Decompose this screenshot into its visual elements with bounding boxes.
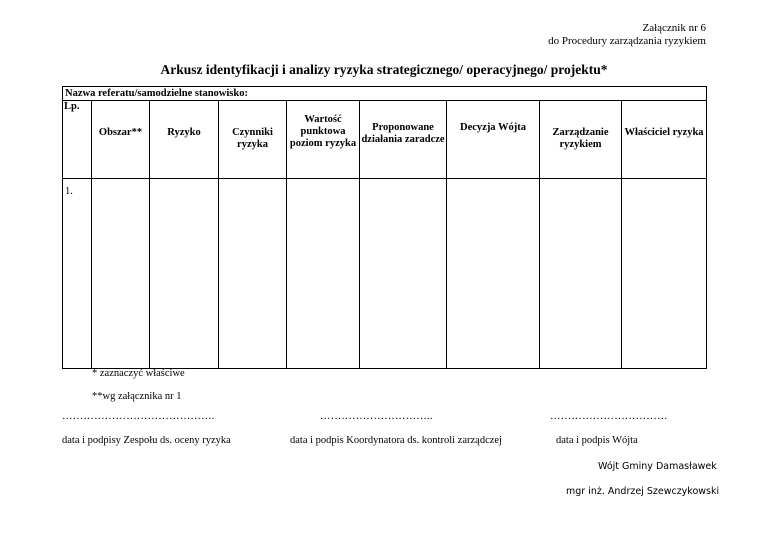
page-title: Arkusz identyfikacji i analizy ryzyka strategicznego/ operacyjnego/ projektu*	[160, 62, 608, 77]
column-header-risk: Ryzyko	[150, 101, 219, 179]
cell-mayor-decision[interactable]	[447, 179, 540, 369]
cell-risk-factors[interactable]	[219, 179, 287, 369]
column-header-risk-management: Zarządzanie ryzykiem	[540, 101, 622, 179]
official-title: Wójt Gminy Damasławek	[598, 461, 717, 472]
column-header-risk-owner: Właściciel ryzyka	[622, 101, 707, 179]
column-header-mayor-decision: Decyzja Wójta	[447, 101, 540, 179]
cell-remedial-actions[interactable]	[360, 179, 447, 369]
signature-label-mayor: data i podpis Wójta	[556, 435, 638, 446]
unit-name-cell[interactable]	[63, 87, 707, 101]
column-header-risk-score: Wartość punktowa poziom ryzyka	[287, 101, 360, 179]
cell-risk-score[interactable]	[287, 179, 360, 369]
unit-name-label: Nazwa referatu/samodzielne stanowisko:	[65, 88, 248, 99]
attachment-number: Załącznik nr 6	[642, 22, 706, 34]
cell-area[interactable]	[92, 179, 150, 369]
footnote-attachment: **wg załącznika nr 1	[92, 391, 182, 402]
risk-analysis-table	[62, 86, 707, 369]
signature-label-coordinator: data i podpis Koordynatora ds. kontroli zarządczej	[290, 435, 502, 446]
lp-label: Lp.	[64, 101, 80, 112]
column-header-remedial-actions: Proponowane działania zaradcze	[360, 101, 447, 179]
procedure-reference: do Procedury zarządzania ryzykiem	[548, 35, 706, 47]
signature-label-team: data i podpisy Zespołu ds. oceny ryzyka	[62, 435, 231, 446]
cell-risk-owner[interactable]	[622, 179, 707, 369]
footnote-select: * zaznaczyć właściwe	[92, 368, 185, 379]
signature-line-coordinator[interactable]: …………………………..	[320, 411, 433, 422]
cell-risk-management[interactable]	[540, 179, 622, 369]
official-name: mgr inż. Andrzej Szewczykowski	[566, 486, 720, 497]
row-number-cell: 1.	[63, 179, 92, 369]
signature-line-team[interactable]: …………………………………….	[62, 411, 215, 422]
lp-header-cell	[63, 101, 92, 179]
column-header-risk-factors: Czynniki ryzyka	[219, 101, 287, 179]
column-header-area: Obszar**	[92, 101, 150, 179]
cell-risk[interactable]	[150, 179, 219, 369]
signature-line-mayor[interactable]: ……………………………	[550, 411, 668, 422]
